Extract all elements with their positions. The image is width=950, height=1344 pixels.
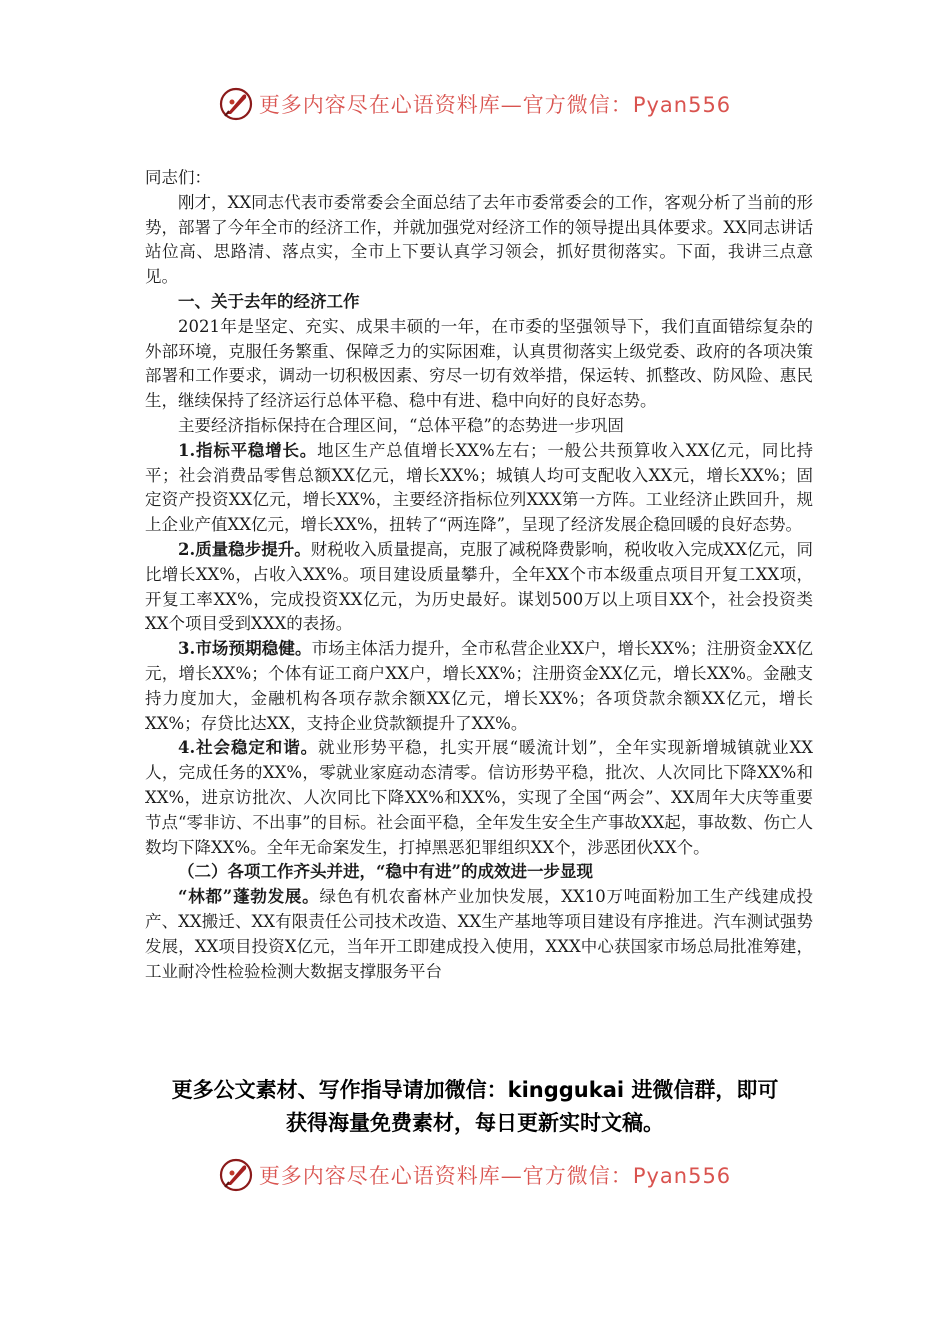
banner-wechat-id: Pyan556 xyxy=(632,93,732,117)
quill-pen-logo-icon xyxy=(219,1158,253,1192)
item-5-lead: “林都”蓬勃发展。 xyxy=(178,887,320,907)
salutation: 同志们： xyxy=(145,168,211,187)
item-2-text: 财税收入质量提高，克服了减税降费影响，税收收入完成XX亿元，同比增长XX%，占收入XX%。项目建设质量攀升，全年XX个市本级重点项目开复工XX项，开复工率XX%，完成投资XX亿元，为历史最好。谋划500万以上项目XX个，社会投资类XX个项目受到XXX的表扬。 xyxy=(145,539,813,634)
promo-line-1: 更多公文素材、写作指导请加微信：kinggukai 进微信群，即可 xyxy=(171,1078,779,1102)
section-heading-2: （二）各项工作齐头并进，“稳中有进”的成效进一步显现 xyxy=(178,862,593,882)
promo-notice xyxy=(0,1074,950,1140)
paragraph-item-2 xyxy=(145,538,813,637)
header-banner xyxy=(0,84,950,124)
paragraph-indicators-intro: 主要经济指标保持在合理区间，“总体平稳”的态势进一步巩固 xyxy=(178,415,624,435)
paragraph-item-3 xyxy=(145,637,813,736)
banner-wechat-id: Pyan556 xyxy=(632,1164,732,1188)
item-2-lead: 2.质量稳步提升。 xyxy=(178,539,311,559)
paragraph-item-1 xyxy=(145,439,813,538)
quill-pen-logo-icon xyxy=(219,87,253,121)
item-1-lead: 1.指标平稳增长。 xyxy=(178,440,318,460)
item-1-text: 地区生产总值增长XX%左右；一般公共预算收入XX亿元，同比持平；社会消费品零售总额XX亿元，增长XX%；城镇人均可支配收入XX元，增长XX%；固定资产投资XX亿元，增长XX%，主要经济指标位列XXX第一方阵。工业经济止跌回升，规上企业产值XX亿元，增长XX%，扭转了“两连降”，呈现了经济发展企稳回暖的良好态势。 xyxy=(145,440,813,535)
item-3-text: 市场主体活力提升，全市私营企业XX户，增长XX%；注册资金XX亿元，增长XX%；个体有证工商户XX户，增长XX%；注册资金XX亿元，增长XX%。金融支持力度加大，金融机构各项存款余额XX亿元，增长XX%；各项贷款余额XX亿元，增长XX%；存贷比达XX，支持企业贷款额提升了XX%。 xyxy=(145,639,813,733)
banner-text: 更多内容尽在心语资料库—官方微信：Pyan556 xyxy=(258,1164,732,1188)
paragraph-item-5 xyxy=(145,885,813,984)
item-4-text: 就业形势平稳，扎实开展“暖流计划”，全年实现新增城镇就业XX人，完成任务的XX%，零就业家庭动态清零。信访形势平稳，批次、人次同比下降XX%和XX%，进京访批次、人次同比下降XX%和XX%，实现了全国“两会”、XX周年大庆等重要节点“零非访、不出事”的目标。社会面平稳，全年发生安全生产事故XX起，事故数、伤亡人数均下降XX%。全年无命案发生，打掉黑恶犯罪组织XX个，涉恶团伙XX个。 xyxy=(145,738,813,857)
promo-line-2: 获得海量免费素材，每日更新实时文稿。 xyxy=(286,1111,664,1135)
document-body xyxy=(145,166,813,984)
paragraph-item-4 xyxy=(145,736,813,860)
paragraph-intro: 刚才，XX同志代表市委常委会全面总结了去年市委常委会的工作，客观分析了当前的形势，部署了今年全市的经济工作，并就加强党对经济工作的领导提出具体要求。XX同志讲话站位高、思路清、落点实，全市上下要认真学习领会，抓好贯彻落实。下面，我讲三点意见。 xyxy=(145,192,813,287)
footer-banner xyxy=(0,1155,950,1195)
item-5-text: 绿色有机农畜林产业加快发展，XX10万吨面粉加工生产线建成投产、XX搬迁、XX有限责任公司技术改造、XX生产基地等项目建设有序推进。汽车测试强势发展，XX项目投资X亿元，当年开工即建成投入使用，XXX中心获国家市场总局批准筹建，工业耐冷性检验检测大数据支撑服务平台 xyxy=(145,887,813,981)
item-4-lead: 4.社会稳定和谐。 xyxy=(178,738,319,758)
paragraph-summary: 2021年是坚定、充实、成果丰硕的一年，在市委的坚强领导下，我们直面错综复杂的外部环境，克服任务繁重、保障乏力的实际困难，认真贯彻落实上级党委、政府的各项决策部署和工作要求，调动一切积极因素、穷尽一切有效举措，保运转、抓整改、防风险、惠民生，继续保持了经济运行总体平稳、稳中有进、稳中向好的良好态势。 xyxy=(145,316,813,411)
banner-text: 更多内容尽在心语资料库—官方微信：Pyan556 xyxy=(258,93,732,117)
section-heading-1: 一、关于去年的经济工作 xyxy=(178,291,360,311)
item-3-lead: 3.市场预期稳健。 xyxy=(178,639,312,659)
